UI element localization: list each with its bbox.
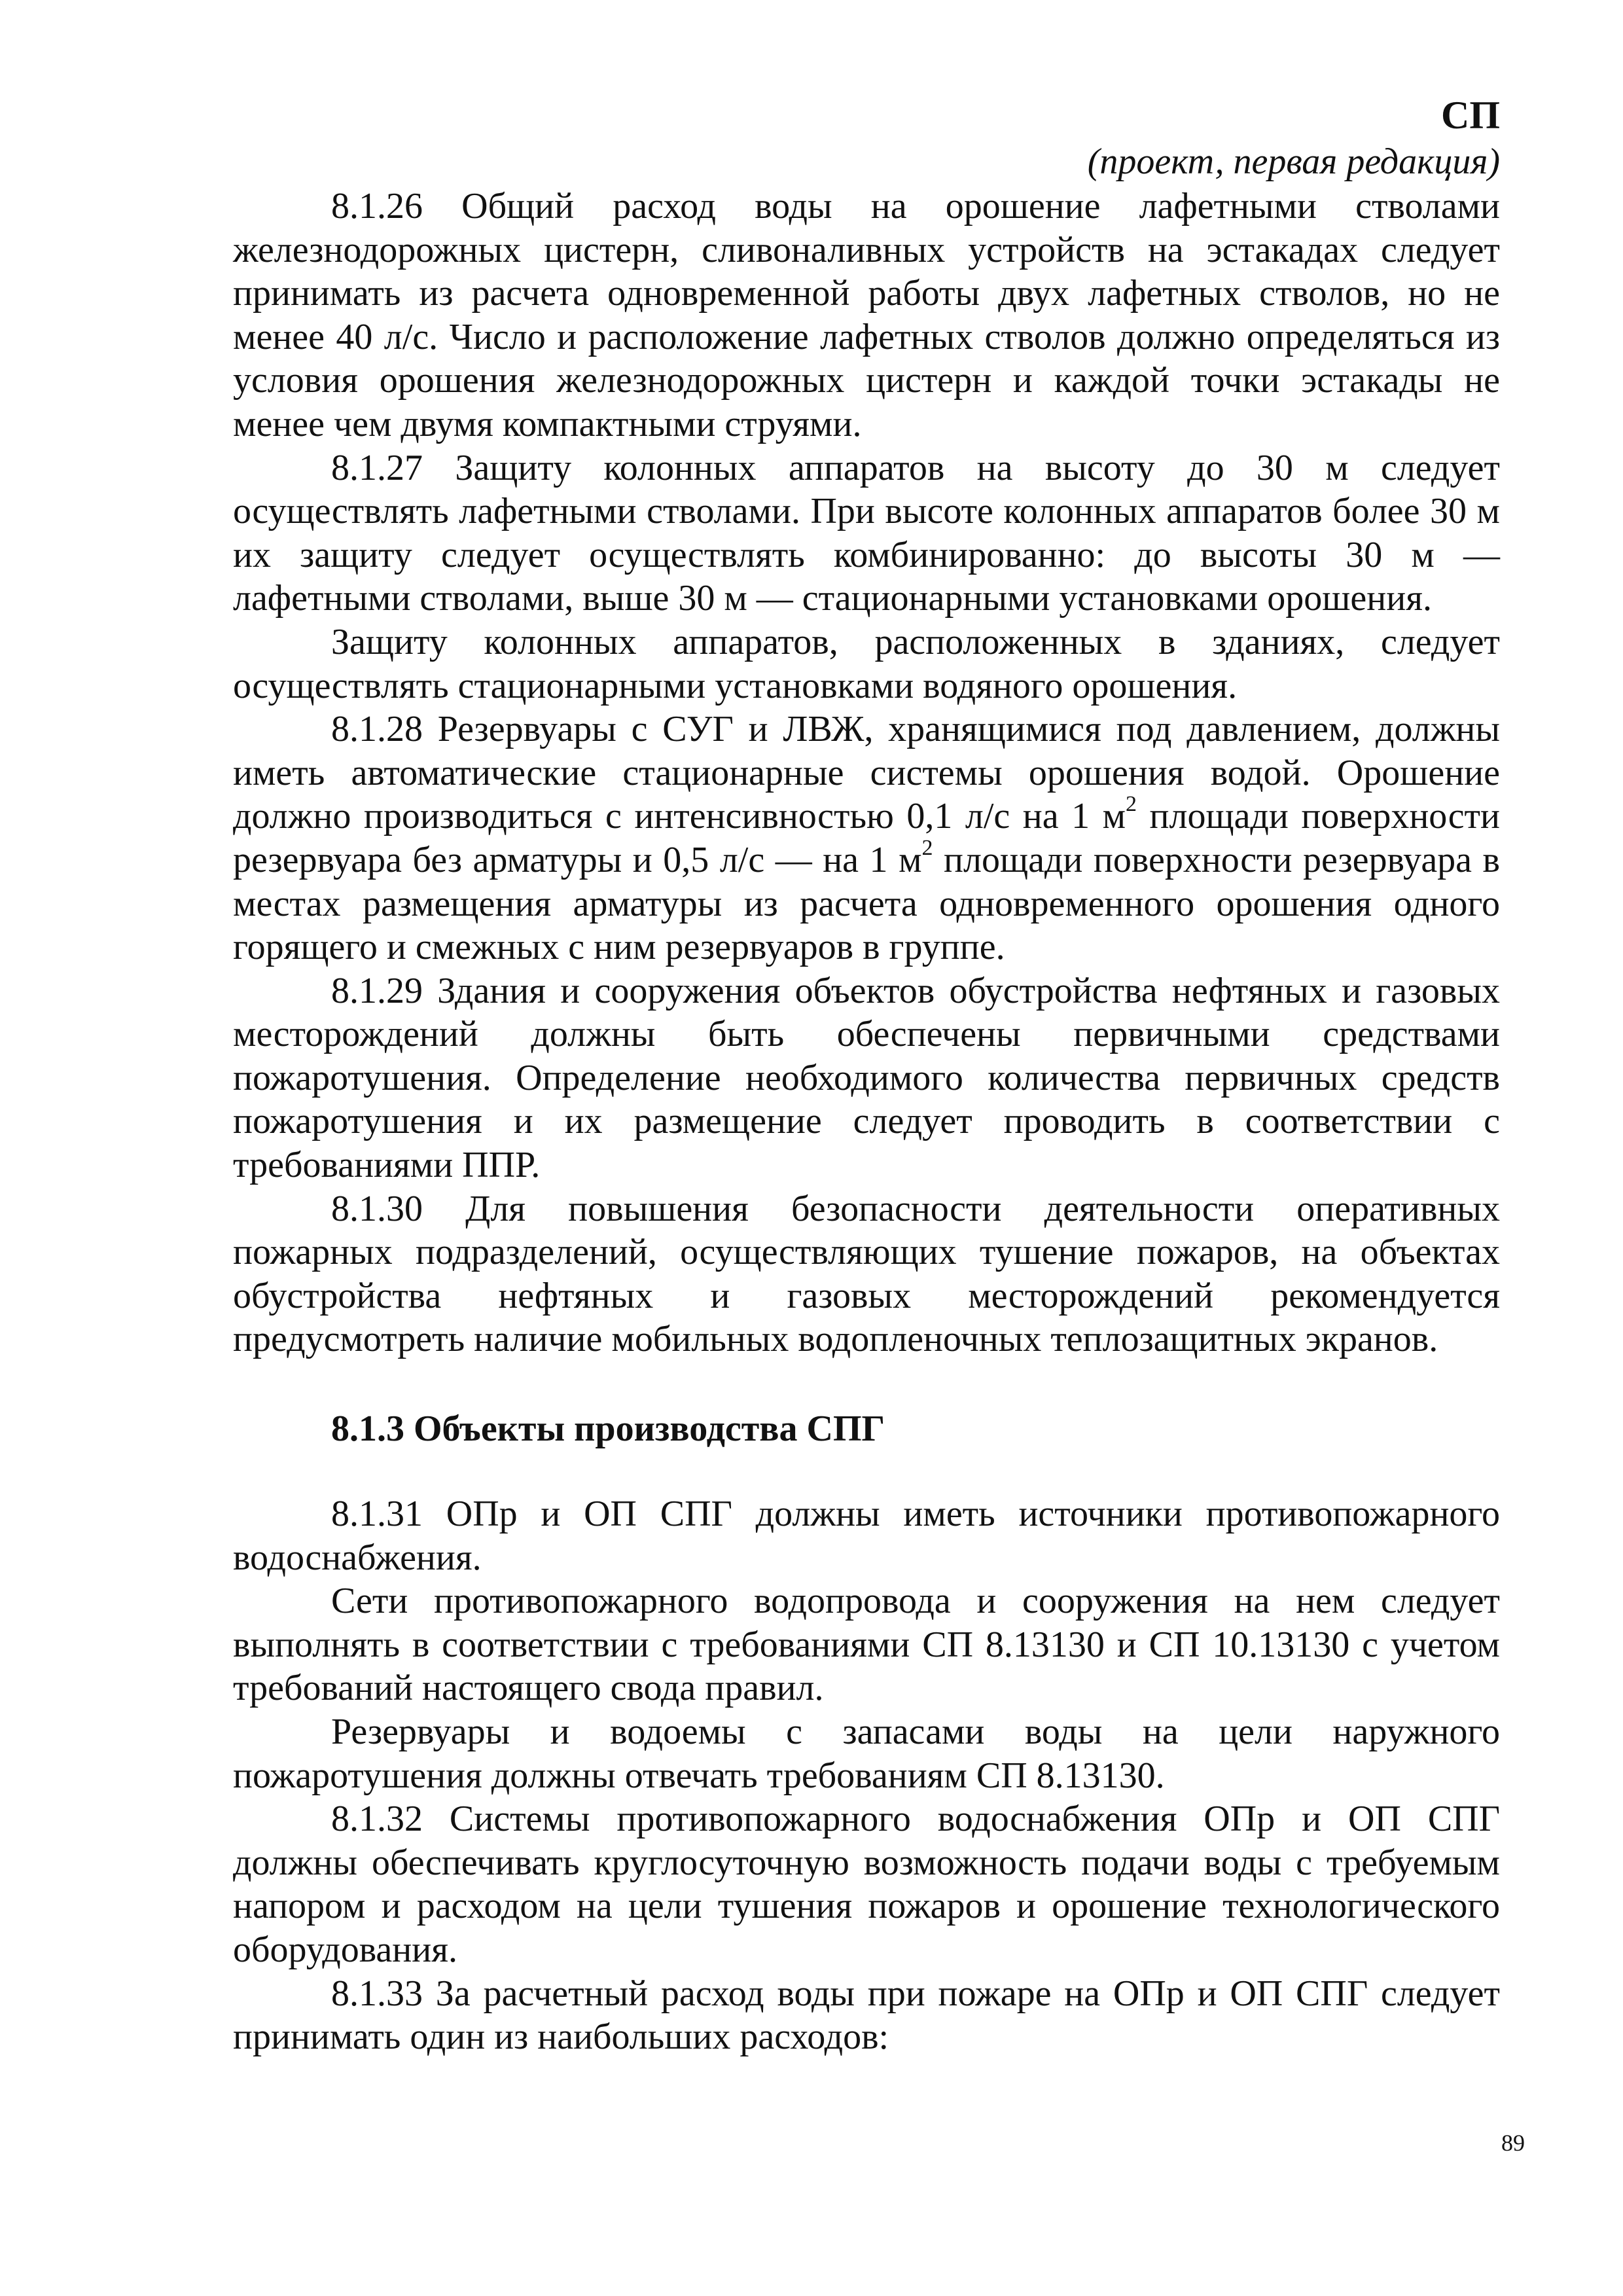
section-heading: 8.1.3 Объекты производства СПГ — [331, 1408, 885, 1450]
paragraph-8-1-27: 8.1.27 Защиту колонных аппаратов на высоту до 30 м следует осуществлять лафетными стволами. При высоте колонных аппаратов более 30 м их защиту следует осуществлять комбинированно: до высоты 30 м — лафетными стволами, выше 30 м — стационарными установками орошения. — [233, 447, 1500, 619]
paragraph-8-1-31-reservoirs: Резервуары и водоемы с запасами воды на цели наружного пожаротушения должны отвечать требованиям СП 8.13130. — [233, 1712, 1500, 1796]
paragraph-8-1-28-part1: 8.1.28 Резервуары с СУГ и ЛВЖ, хранящимися под давлением, должны иметь автоматические стационарные системы орошения водой. Орошение должно производиться с интенсивностью 0,1 л/с на 1 м — [233, 709, 1500, 837]
paragraph-8-1-28-part3: площади поверхности резервуара в местах размещения арматуры из расчета одновременного орошения одного горящего и смежных с ним резервуаров в группе. — [233, 839, 1500, 968]
document-page — [233, 92, 1500, 2059]
paragraph-8-1-31-networks: Сети противопожарного водопровода и сооружения на нем следует выполнять в соответствии с требованиями СП 8.13130 и СП 10.13130 с учетом требований настоящего свода правил. — [233, 1581, 1500, 1709]
paragraph-8-1-30: 8.1.30 Для повышения безопасности деятельности оперативных пожарных подразделений, осуществляющих тушение пожаров, на объектах обустройства нефтяных и газовых месторождений рекомендуется предусмотреть наличие мобильных водопленочных теплозащитных экранов. — [233, 1188, 1500, 1360]
paragraph-8-1-29: 8.1.29 Здания и сооружения объектов обустройства нефтяных и газовых месторождений должны быть обеспечены первичными средствами пожаротушения. Определение необходимого количества первичных средств пожаротушения и их размещение следует проводить в соответствии с требованиями ППР. — [233, 970, 1500, 1186]
paragraph-8-1-27-cont: Защиту колонных аппаратов, расположенных в зданиях, следует осуществлять стационарными установками водяного орошения. — [233, 621, 1500, 706]
document-code: СП — [1441, 94, 1500, 137]
document-edition: (проект, первая редакция) — [1087, 141, 1500, 182]
paragraph-8-1-31: 8.1.31 ОПр и ОП СПГ должны иметь источники противопожарного водоснабжения. — [233, 1494, 1500, 1578]
page-number: 89 — [1501, 2130, 1525, 2156]
superscript-exponent: 2 — [921, 835, 933, 860]
paragraph-8-1-28 — [233, 708, 1500, 969]
paragraph-8-1-26: 8.1.26 Общий расход воды на орошение лафетными стволами железнодорожных цистерн, сливоналивных устройств на эстакадах следует принимать из расчета одновременной работы двух лафетных стволов, но не менее 40 л/с. Число и расположение лафетных стволов должно определяться из условия орошения железнодорожных цистерн и каждой точки эстакады не менее чем двумя компактными струями. — [233, 186, 1500, 444]
paragraph-8-1-32: 8.1.32 Системы противопожарного водоснабжения ОПр и ОП СПГ должны обеспечивать круглосуточную возможность подачи воды с требуемым напором и расходом на цели тушения пожаров и орошение технологического оборудования. — [233, 1799, 1500, 1970]
paragraph-8-1-33: 8.1.33 За расчетный расход воды при пожаре на ОПр и ОП СПГ следует принимать один из наибольших расходов: — [233, 1973, 1500, 2058]
superscript-exponent: 2 — [1126, 792, 1137, 817]
paragraph-8-1-28-part2: площади поверхности резервуара без арматуры и 0,5 л/с — на 1 м — [233, 796, 1500, 880]
